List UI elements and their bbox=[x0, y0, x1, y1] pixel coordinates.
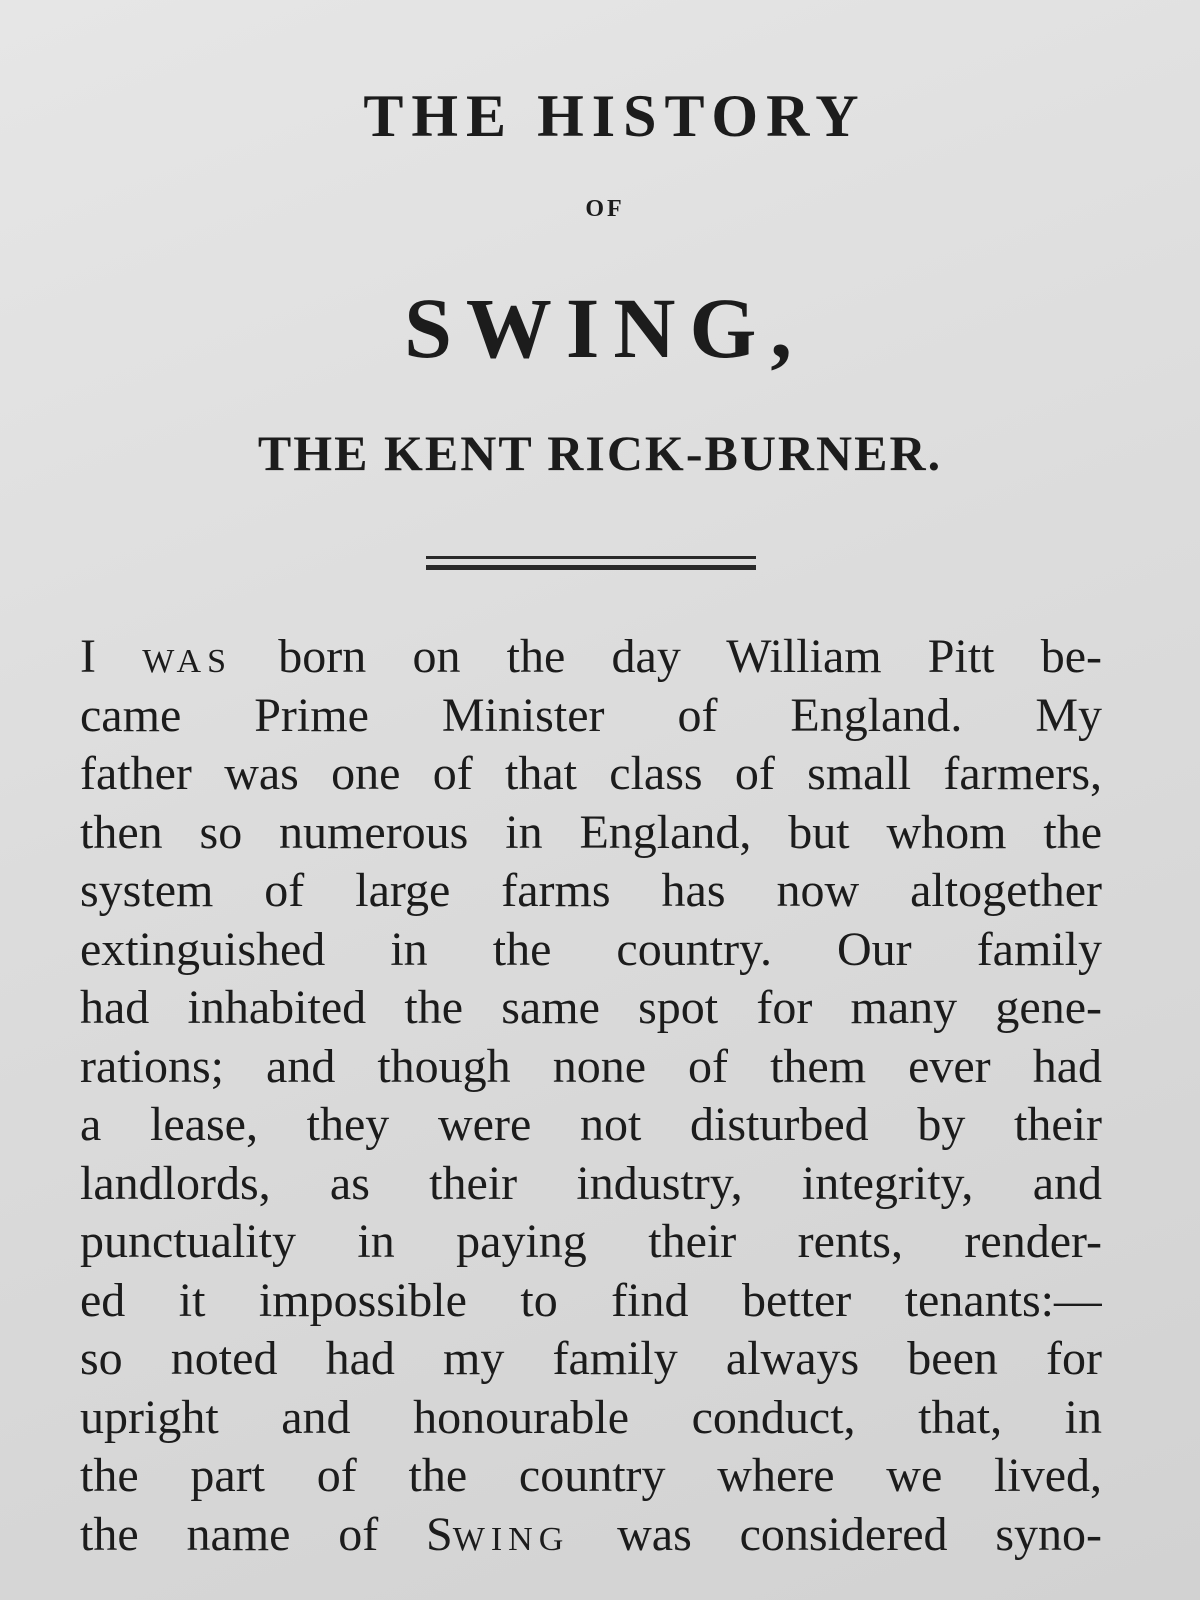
text-line: then so numerous in England, but whom the bbox=[80, 805, 1102, 859]
text-line: so noted had my family always been for bbox=[80, 1332, 1102, 1385]
text-line bbox=[80, 628, 1102, 687]
title-of: OF bbox=[585, 196, 625, 222]
text-line: extinguished in the country. Our family bbox=[80, 922, 1102, 976]
text-line: ed it impossible to find better tenants:— bbox=[80, 1273, 1102, 1327]
text-line: father was one of that class of small farmers, bbox=[80, 747, 1102, 800]
title-subtitle: THE KENT RICK-BURNER. bbox=[257, 425, 943, 481]
rule-line-thick bbox=[426, 565, 756, 570]
text-line-start: the name of S bbox=[80, 1507, 453, 1561]
smallcaps-word: WAS bbox=[142, 643, 233, 680]
rule-line-thin bbox=[426, 556, 756, 559]
text-line: the part of the country where we lived, bbox=[80, 1449, 1102, 1502]
text-line: a lease, they were not disturbed by their bbox=[80, 1098, 1102, 1151]
text-line: came Prime Minister of England. My bbox=[80, 688, 1102, 742]
text-line-content: born on the day William Pitt be- bbox=[278, 630, 1102, 683]
text-line: rations; and though none of them ever had bbox=[80, 1039, 1102, 1093]
text-line-end: was considered syno- bbox=[617, 1507, 1102, 1561]
title-history: THE HISTORY bbox=[363, 83, 867, 149]
text-line: landlords, as their industry, integrity, and bbox=[80, 1156, 1102, 1210]
text-line: punctuality in paying their rents, render- bbox=[80, 1215, 1102, 1268]
title-swing: SWING, bbox=[404, 280, 806, 376]
smallcaps-word: WING bbox=[452, 1520, 570, 1558]
text-line: upright and honourable conduct, that, in bbox=[80, 1390, 1102, 1444]
double-rule-divider bbox=[426, 556, 756, 576]
drop-word: I bbox=[80, 630, 96, 683]
text-line bbox=[80, 1506, 1102, 1565]
text-line: system of large farms has now altogether bbox=[80, 864, 1102, 917]
body-paragraph bbox=[80, 628, 1102, 1564]
text-line: had inhabited the same spot for many gene- bbox=[80, 981, 1102, 1034]
